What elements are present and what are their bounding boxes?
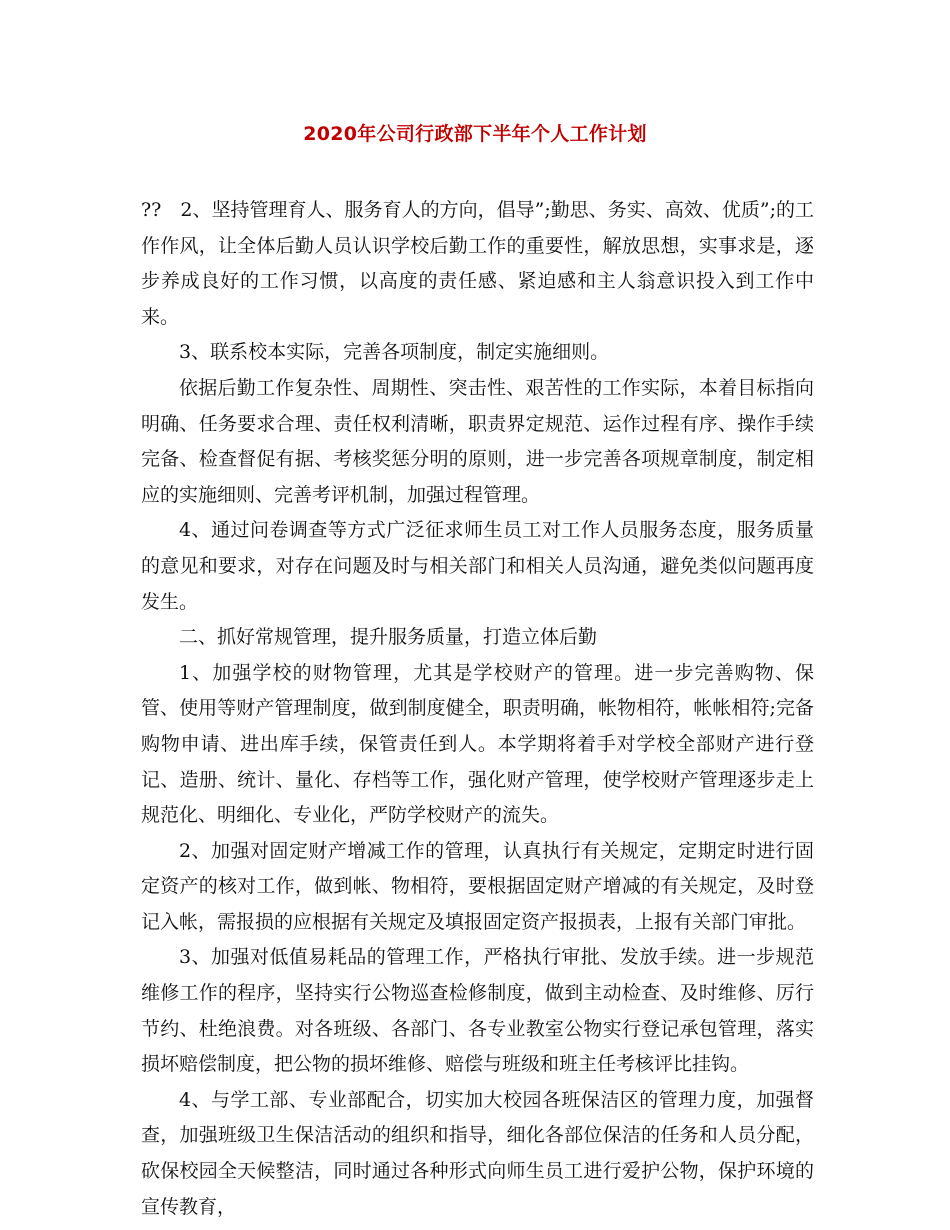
document-title: 2020年公司行政部下半年个人工作计划 bbox=[303, 123, 647, 145]
paragraph: 3、联系校本实际，完善各项制度，制定实施细则。 bbox=[179, 341, 610, 364]
section-heading: 二、抓好常规管理，提升服务质量，打造立体后勤 bbox=[179, 626, 598, 649]
paragraph: 2、加强对固定财产增减工作的管理，认真执行有关规定，定期定时进行固定资产的核对工作，做到帐、物相符，要根据固定财产增减的有关规定，及时登记入帐，需报损的应根据有关规定及填报固定资产报损表，上报有关部门审批。 bbox=[141, 839, 814, 933]
paragraph: ?? 2、坚持管理育人、服务育人的方向，倡导”;勤思、务实、高效、优质”;的工作作风，让全体后勤人员认识学校后勤工作的重要性，解放思想，实事求是，逐步养成良好的工作习惯，以高度的责任感、紧迫感和主人翁意识投入到工作中来。 bbox=[141, 199, 814, 328]
paragraph: 1、加强学校的财物管理，尤其是学校财产的管理。进一步完善购物、保管、使用等财产管理制度，做到制度健全，职责明确，帐物相符，帐帐相符;完备购物申请、进出库手续，保管责任到人。本学期将着手对学校全部财产进行登记、造册、统计、量化、存档等工作，强化财产管理，使学校财产管理逐步走上规范化、明细化、专业化，严防学校财产的流失。 bbox=[141, 661, 814, 827]
paragraph: 依据后勤工作复杂性、周期性、突击性、艰苦性的工作实际，本着目标指向明确、任务要求合理、责任权利清晰，职责界定规范、运作过程有序、操作手续完备、检查督促有据、考核奖惩分明的原则，进一步完善各项规章制度，制定相应的实施细则、完善考评机制，加强过程管理。 bbox=[141, 376, 814, 506]
paragraph: 4、通过问卷调查等方式广泛征求师生员工对工作人员服务态度，服务质量的意见和要求，对存在问题及时与相关部门和相关人员沟通，避免类似问题再度发生。 bbox=[141, 519, 814, 613]
document-body bbox=[141, 193, 814, 1225]
paragraph: 4、与学工部、专业部配合，切实加大校园各班保洁区的管理力度，加强督查，加强班级卫生保洁活动的组织和指导，细化各部位保洁的任务和人员分配，砍保校园全天候整洁，同时通过各种形式向师生员工进行爱护公物，保护环境的宣传教育， bbox=[141, 1088, 814, 1218]
paragraph: 3、加强对低值易耗品的管理工作，严格执行审批、发放手续。进一步规范维修工作的程序，坚持实行公物巡查检修制度，做到主动检查、及时维修、厉行节约、杜绝浪费。对各班级、各部门、各专业教室公物实行登记承包管理，落实损坏赔偿制度，把公物的损坏维修、赔偿与班级和班主任考核评比挂钩。 bbox=[141, 946, 814, 1076]
